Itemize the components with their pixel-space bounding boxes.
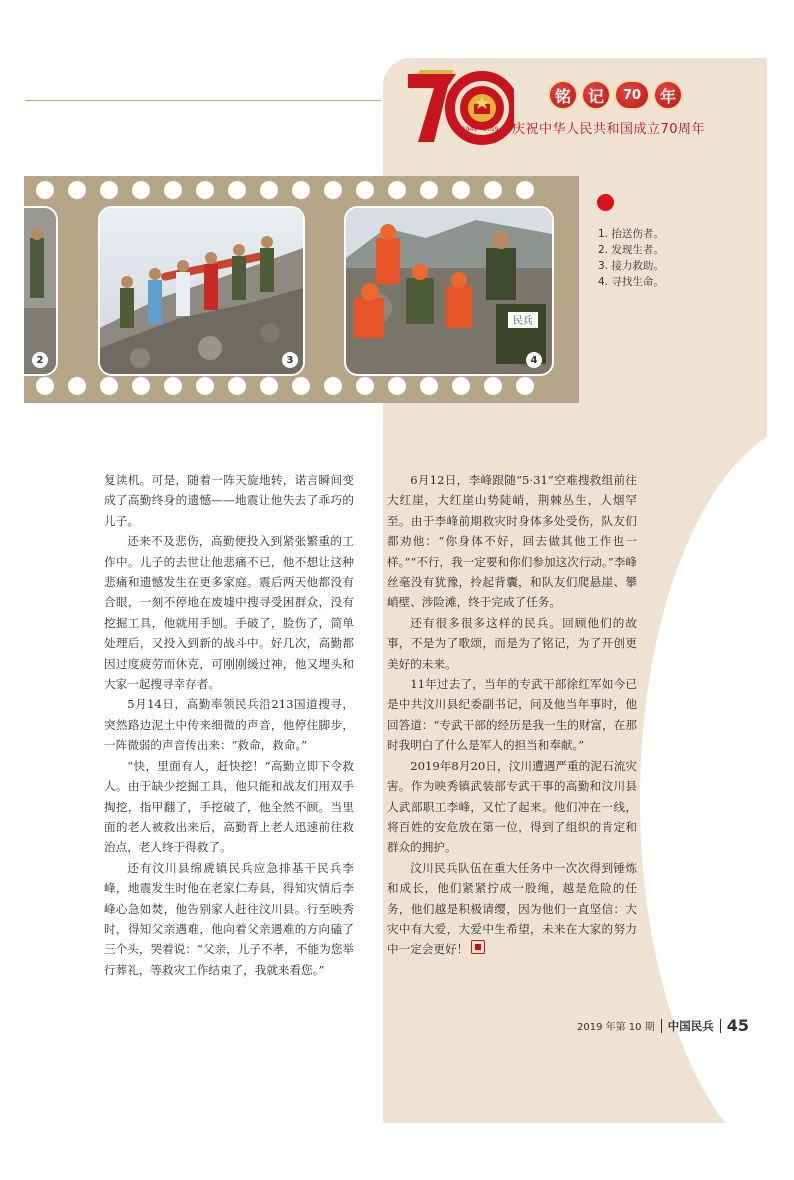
film-sprocket-holes-bottom [24,377,579,395]
photo-captions [598,226,664,290]
rescue-photo-2 [24,208,56,374]
paragraph: “快，里面有人，赶快挖！”高勤立即下令救人。由于缺少挖掘工具，他只能和战友们用双手掏挖，指甲翻了，手挖破了，他全然不顾。当里面的老人被救出来后，高勤背上老人迅速前往救治点，老人终于得救了。 [104,758,354,855]
header-rule [25,100,381,101]
footer-divider [661,1019,662,1033]
title-badges [548,80,683,110]
article-column-right [387,470,637,960]
paragraph: 还有很多很多这样的民兵。回顾他们的故事，不是为了歌颂，而是为了铭记，为了开创更美好的未来。 [387,615,637,671]
photo-number: 3 [282,352,298,368]
issue-number: 2019 年第 10 期 [577,1022,655,1033]
end-of-article-icon [471,940,485,954]
photo-frame-3 [98,206,305,376]
paragraph: 11年过去了，当年的专武干部徐红军如今已是中共汶川县纪委副书记，问及他当年事时，他回答道：“专武干部的经历是我一生的财富，在那时我明白了什么是军人的担当和奉献。” [387,677,637,753]
film-strip [24,176,579,403]
anniversary-70-logo [404,68,514,146]
title-badge: 70 [614,80,650,110]
footer-divider [720,1019,721,1033]
paragraph: 5月14日，高勤率领民兵沿213国道搜寻，突然路边泥土中传来细微的声音，他停住脚步，一阵微弱的声音传出来：“救命，救命。” [104,697,354,753]
uniform-armband-text: 民兵 [513,316,533,327]
film-sprocket-holes-top [24,181,579,199]
caption-marker-dot [597,194,614,211]
paragraph: 还来不及悲伤，高勤便投入到紧张繁重的工作中。儿子的去世让他悲痛不已，他不想让这种悲痛和遗憾发生在更多家庭。震后两天他都没有合眼，一刻不停地在废墟中搜寻受困群众，没有挖掘工具，他就用手刨。手破了，脸伤了，简单处理后，又投入到新的战斗中。好几次，高勤都因过度疲劳而休克，可刚刚缓过神，他又埋头和大家一起搜寻幸存者。 [104,534,354,692]
rescue-photo-3 [100,208,303,374]
photo-number: 4 [526,352,542,368]
caption-item: 2. 发现生者。 [598,244,664,256]
caption-item: 1. 抬送伤者。 [598,228,664,240]
magazine-name: 中国民兵 [667,1018,714,1033]
page-number: 45 [726,1016,749,1035]
photo-frame-4 [344,206,554,376]
photo-number: 2 [32,352,48,368]
paragraph: 复读机。可是，随着一阵天旋地转，诺言瞬间变成了高勤终身的遗憾——地震让他失去了乖巧的儿子。 [104,473,354,528]
title-badge: 铭 [548,80,578,110]
article-column-left [104,470,354,980]
caption-item: 4. 寻找生命。 [598,276,664,288]
paragraph: 2019年8月20日，汶川遭遇严重的泥石流灾害。作为映秀镇武装部专武干事的高勤和汶川县人武部职工李峰，又忙了起来。他们冲在一线，将百姓的安危放在第一位，得到了组织的肯定和群众的拥护。 [387,758,637,855]
photo-frame-2 [24,206,58,376]
paragraph: 6月12日，李峰跟随“5·31”空难搜救组前往大红崖，大红崖山势陡峭，荆棘丛生，人烟罕至。由于李峰前期救灾时身体多处受伤，队友们都劝他：“你身体不好，回去做其他工作也一样。”“不行，我一定要和你们参加这次行动。”李峰丝毫没有犹豫，拎起背囊，和队友们爬悬崖、攀峭壁、涉险滩，终于完成了任务。 [387,473,637,610]
paragraph-last [387,858,637,960]
page-footer [577,1016,749,1035]
logo-years: 1949—2019 [462,126,499,133]
caption-item: 3. 接力救助。 [598,260,664,272]
title-badge: 记 [581,80,611,110]
title-badge: 年 [653,80,683,110]
paragraph: 还有汶川县绵虒镇民兵应急排基干民兵李峰，地震发生时他在老家仁寿县，得知灾情后李峰心急如焚，他告别家人赶往汶川县。行至映秀时，得知父亲遇难，他向着父亲遇难的方向磕了三个头，哭着说：“父亲，儿子不孝，不能为您举行葬礼，等救灾工作结束了，我就来看您。” [104,860,354,977]
rescue-photo-4 [346,208,552,374]
anniversary-tagline: 庆祝中华人民共和国成立70周年 [512,122,706,137]
paragraph-text: 汶川民兵队伍在重大任务中一次次得到锤炼和成长，他们紧紧拧成一股绳，越是危险的任务，他们越是积极请缨，因为他们一直坚信：大灾中有大爱，大爱中生希望，未来在大家的努力中一定会更好！ [387,860,637,957]
